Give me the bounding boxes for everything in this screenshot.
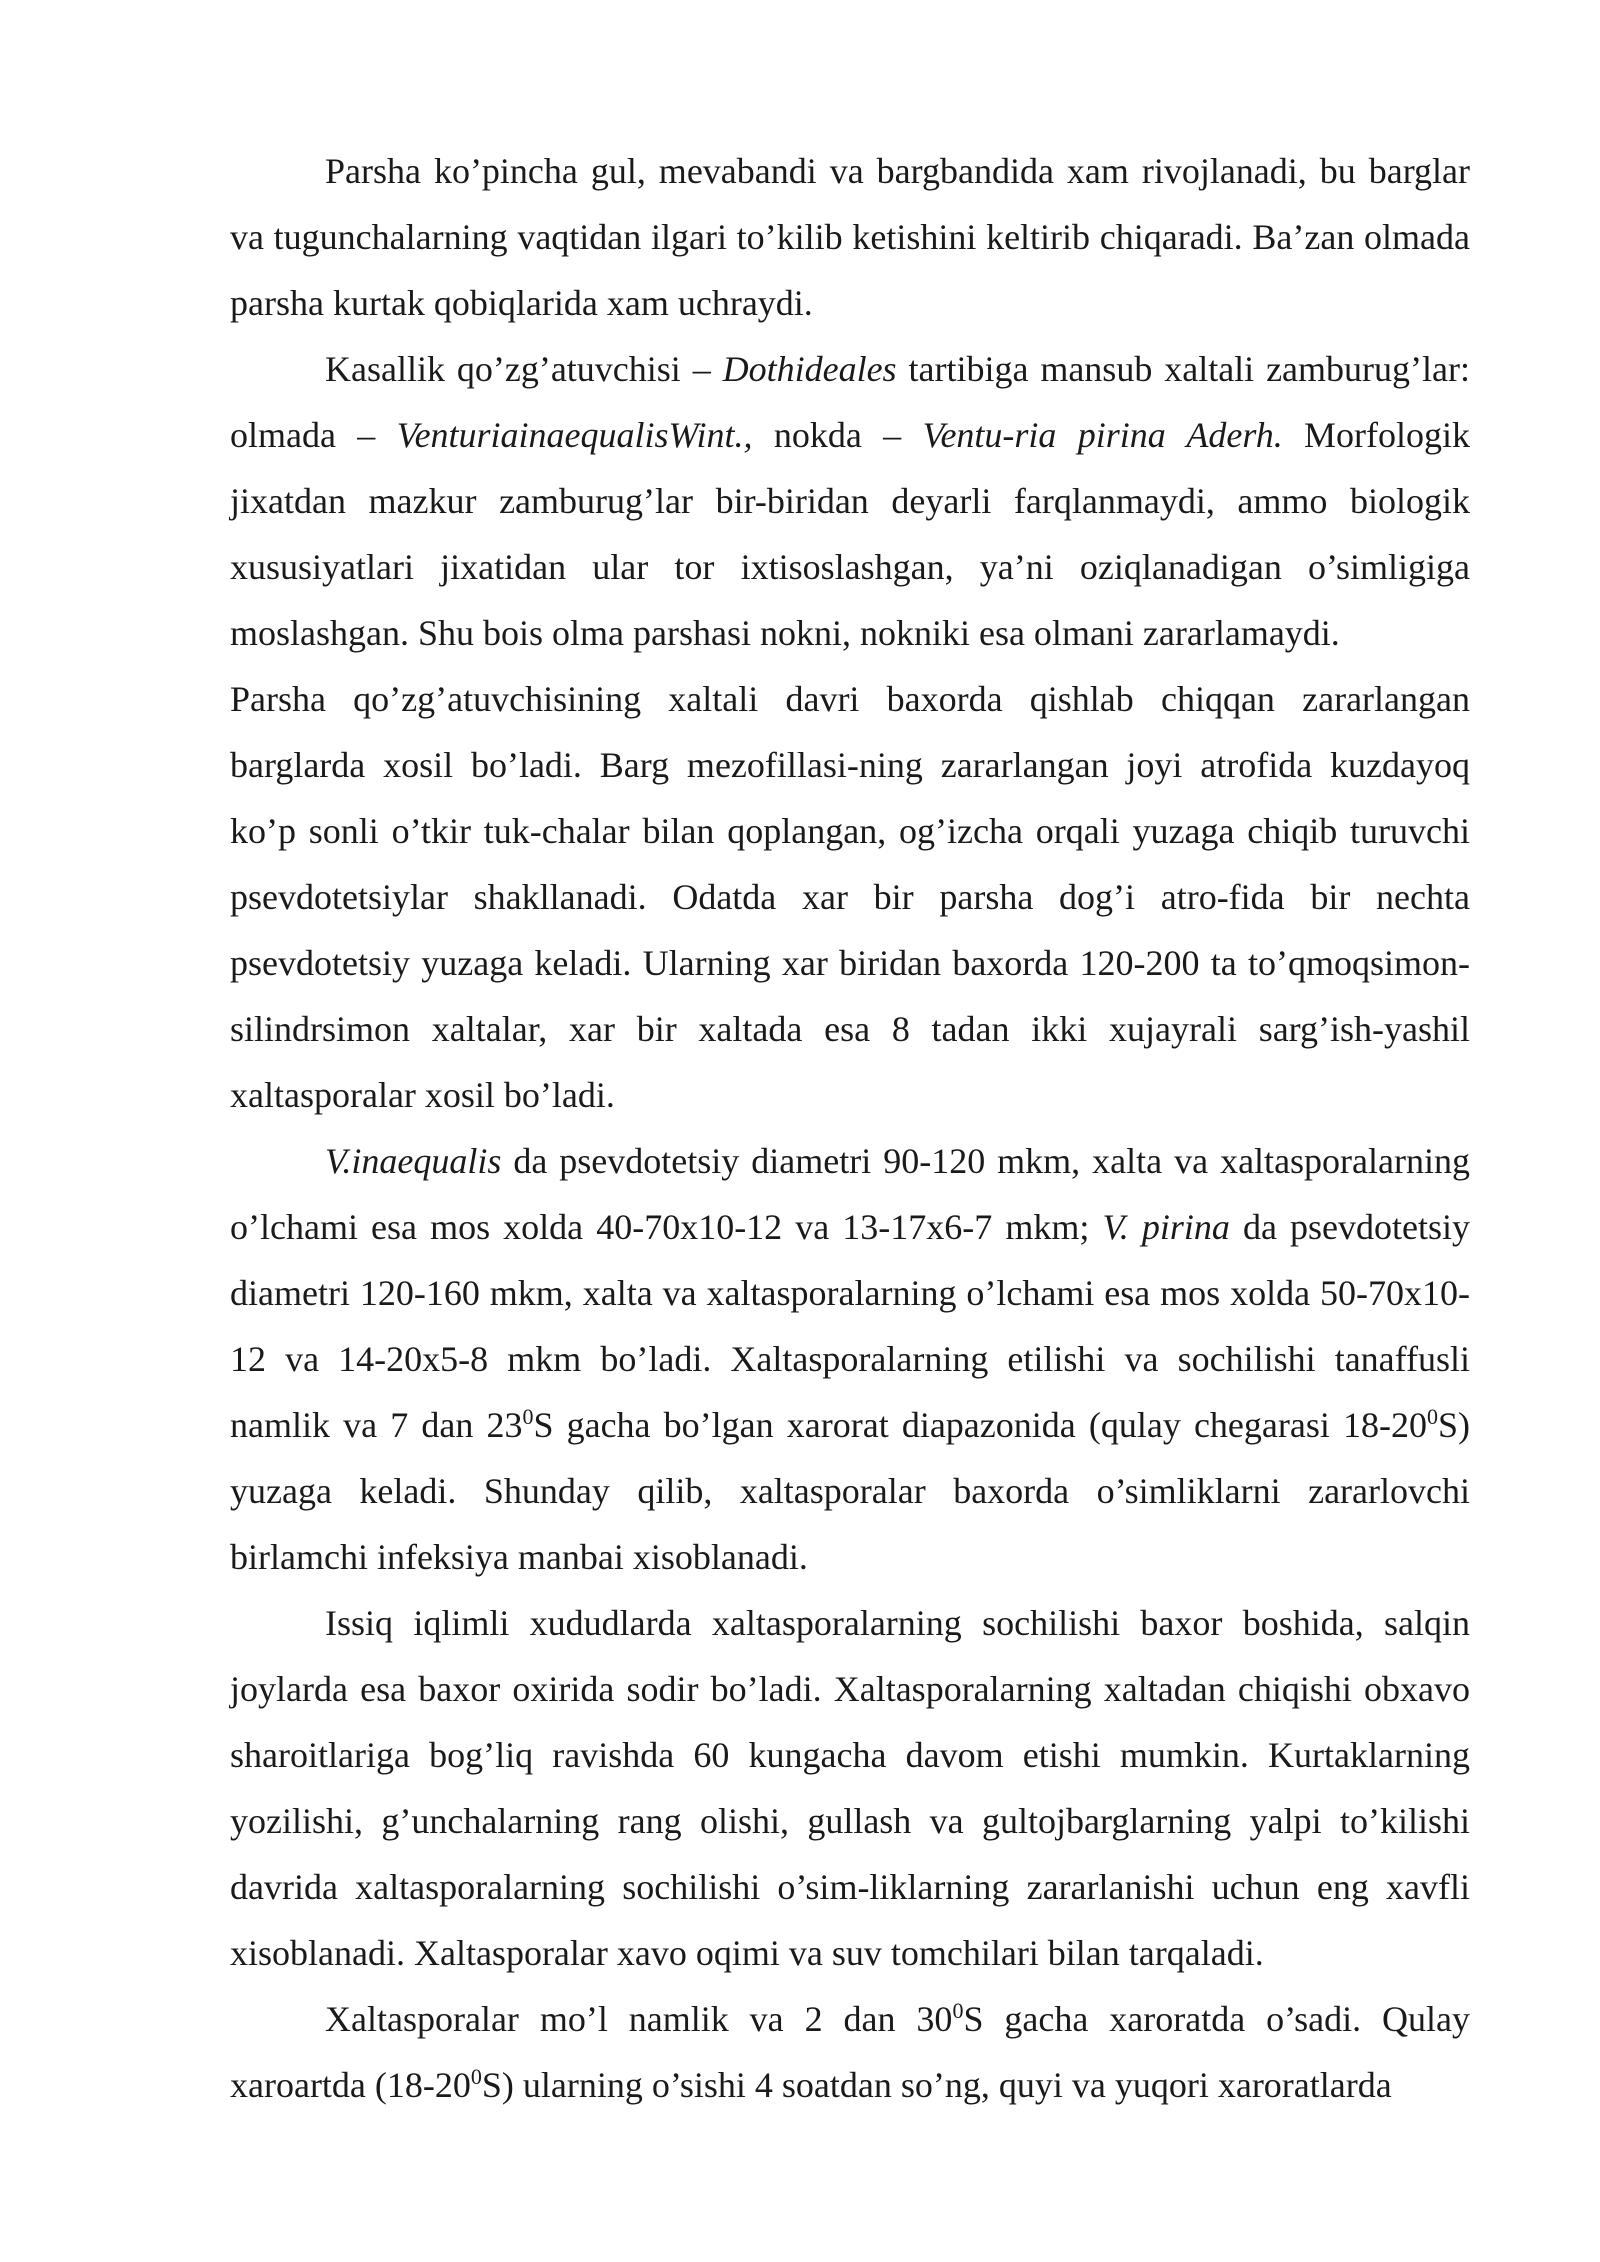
italic-species-name: V. pirina [1102,1207,1230,1247]
text-run: S gacha xaroratda o’sadi. Qulay xaroartda (18-20 [230,1999,1471,2105]
paragraph-2 [230,336,1470,666]
text-run: Xaltasporalar mo’l namlik va 2 dan 30 [325,1999,953,2039]
text-run: tartibiga mansub xaltali zamburug’lar: olmada – [230,349,1470,455]
paragraph-1 [230,138,1470,336]
text-run: Parsha qo’zg’atuvchisining xaltali davri baxorda qishlab chiqqan zararlangan barglarda xosil bo’ladi. Barg mezofillasi-ning zararlangan joyi atrofida kuzdayoq ko’p sonli o’tkir tuk-chalar bilan qoplangan, og’izcha orqali yuzaga chiqib turuvchi psevdotetsiylar shakllanadi. Odatda xar bir parsha dog’i atro-fida bir nechta psevdotetsiy yuzaga keladi. Ularning xar biridan baxorda 120-200 ta to’qmoqsimon-silindrsimon xaltalar, xar bir xaltada esa 8 tadan ikki xujayrali sarg’ish-yashil xaltasporalar xosil bo’ladi. [230,679,1470,1115]
italic-species-name: V.inaequalis [325,1141,502,1181]
paragraph-4 [230,1128,1470,1590]
text-run: nokda – [752,415,923,455]
text-run: Morfologik jixatdan mazkur zamburug’lar bir-biridan deyarli farqlanmaydi, ammo biologik xususiyatlari jixatidan ular tor ixtisoslashgan, ya’ni oziqlanadigan o’simligiga moslashgan. Shu bois olma parshasi nokni, nokniki esa olmani zararlamaydi. [230,415,1470,653]
degree-superscript: 0 [952,1998,964,2023]
paragraph-6 [230,1986,1470,2118]
text-run: S gacha bo’lgan xarorat diapazonida (qulay chegarasi 18-20 [533,1405,1427,1445]
italic-term: Dothideales [722,349,897,389]
degree-superscript: 0 [1426,1404,1438,1429]
text-run: da psevdotetsiy diametri 120-160 mkm, xalta va xaltasporalarning o’lchami esa mos xolda 50-70x10-12 va 14-20x5-8 mkm bo’ladi. Xaltasporalarning etilishi va sochilishi tanaffusli namlik va 7 dan 23 [230,1207,1470,1445]
paragraph-5 [230,1590,1470,1986]
document-page [230,138,1470,2118]
text-run: da psevdotetsiy diametri 90-120 mkm, xalta va xaltasporalarning o’lchami esa mos xolda 40-70x10-12 va 13-17x6-7 mkm; [230,1141,1470,1247]
text-run: S) yuzaga keladi. Shunday qilib, xaltasporalar baxorda o’simliklarni zararlovchi birlamchi infeksiya manbai xisoblanadi. [230,1405,1470,1577]
text-run: Issiq iqlimli xududlarda xaltasporalarning sochilishi baxor boshida, salqin joylarda esa baxor oxirida sodir bo’ladi. Xaltasporalarning xaltadan chiqishi obxavo sharoitlariga bog’liq ravishda 60 kungacha davom etishi mumkin. Kurtaklarning yozilishi, g’unchalarning rang olishi, gullash va gultojbarglarning yalpi to’kilishi davrida xaltasporalarning sochilishi o’sim-liklarning zararlanishi uchun eng xavfli xisoblanadi. Xaltasporalar xavo oqimi va suv tomchilari bilan tarqaladi. [230,1603,1470,1973]
degree-superscript: 0 [522,1404,534,1429]
degree-superscript: 0 [470,2064,482,2089]
text-run: Kasallik qo’zg’atuvchisi – [325,349,723,389]
paragraph-3 [230,666,1470,1128]
text-run: S) ularning o’sishi 4 soatdan so’ng, quyi va yuqori xaroratlarda [481,2065,1392,2105]
italic-species-name: Ventu-ria pirina Aderh. [922,415,1283,455]
text-run: Parsha ko’pincha gul, mevabandi va bargbandida xam rivojlanadi, bu barglar va tugunchalarning vaqtidan ilgari to’kilib ketishini keltirib chiqaradi. Ba’zan olmada parsha kurtak qobiqlarida xam uchraydi. [230,151,1470,323]
italic-species-name: VenturiainaequalisWint., [396,415,753,455]
